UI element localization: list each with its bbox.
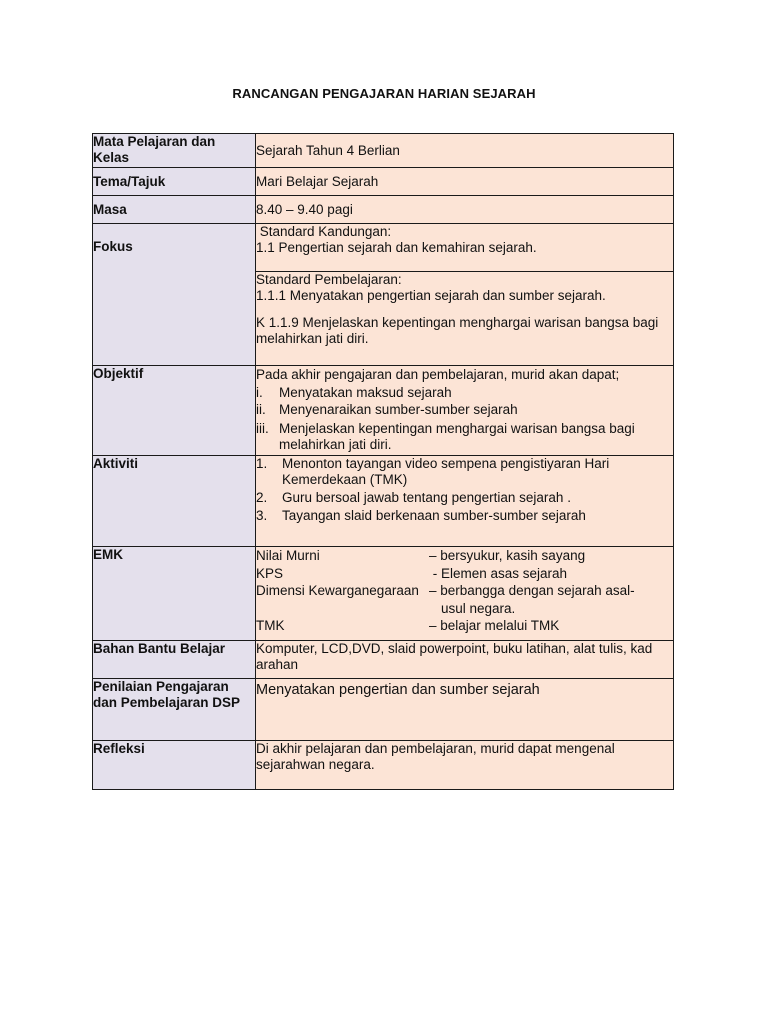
row-mata-pelajaran: [93, 134, 674, 168]
list-number: ii.: [256, 402, 266, 417]
objektif-list: [256, 384, 673, 453]
list-text: Menyenaraikan sumber-sumber sejarah: [279, 402, 518, 417]
standard-pembelajaran-text: 1.1.1 Menyatakan pengertian sejarah dan sumber sejarah.: [256, 288, 606, 303]
label-refleksi: Refleksi: [93, 741, 256, 790]
row-penilaian: [93, 679, 674, 741]
label-bahan: Bahan Bantu Belajar: [93, 641, 256, 679]
label-objektif: Objektif: [93, 366, 256, 456]
list-number: 1.: [256, 456, 268, 471]
row-refleksi: [93, 741, 674, 790]
emk-value: – berbangga dengan sejarah asal-: [429, 583, 635, 598]
label-fokus-text: Fokus: [93, 239, 133, 254]
standard-kandungan-text: 1.1 Pengertian sejarah dan kemahiran sejarah.: [256, 240, 537, 255]
row-aktiviti: [93, 456, 674, 547]
document-title: RANCANGAN PENGAJARAN HARIAN SEJARAH: [232, 86, 536, 101]
list-number: 3.: [256, 508, 268, 523]
value-aktiviti: [256, 456, 674, 547]
label-masa: Masa: [93, 196, 256, 224]
list-number: iii.: [256, 420, 269, 436]
standard-pembelajaran-k-text: K 1.1.9 Menjelaskan kepentingan menghargai warisan bangsa bagi melahirkan jati diri.: [256, 315, 659, 346]
value-mata-pelajaran: Sejarah Tahun 4 Berlian: [256, 134, 674, 168]
value-objektif: [256, 366, 674, 456]
list-item: [256, 421, 673, 453]
list-text: Menjelaskan kepentingan menghargai warisan bangsa bagi melahirkan jati diri.: [279, 420, 635, 452]
value-bahan: Komputer, LCD,DVD, slaid powerpoint, buku latihan, alat tulis, kad arahan: [256, 641, 674, 679]
list-number: i.: [256, 384, 263, 400]
emk-value: - Elemen asas sejarah: [429, 565, 568, 581]
emk-key: TMK: [256, 618, 285, 633]
label-mata-pelajaran: Mata Pelajaran dan Kelas: [93, 134, 256, 168]
emk-key: KPS: [256, 565, 284, 581]
list-number: 2.: [256, 490, 268, 505]
label-tema: Tema/Tajuk: [93, 168, 256, 196]
row-tema: [93, 168, 674, 196]
emk-key: Dimensi Kewarganegaraan: [256, 583, 419, 598]
emk-key: Nilai Murni: [256, 548, 320, 563]
value-penilaian: Menyatakan pengertian dan sumber sejarah: [256, 679, 674, 741]
value-standard-pembelajaran: [256, 272, 674, 366]
row-bahan: [93, 641, 674, 679]
standard-pembelajaran-heading: Standard Pembelajaran:: [256, 272, 402, 287]
emk-value: – belajar melalui TMK: [429, 618, 560, 633]
emk-key: [256, 600, 429, 618]
label-penilaian: Penilaian Pengajaran dan Pembelajaran DSP: [93, 679, 256, 741]
list-item: [256, 508, 673, 524]
row-emk: [93, 547, 674, 641]
label-emk: EMK: [93, 547, 256, 641]
list-text: Tayangan slaid berkenaan sumber-sumber sejarah: [282, 508, 586, 523]
value-refleksi: Di akhir pelajaran dan pembelajaran, murid dapat mengenal sejarahwan negara.: [256, 741, 674, 790]
value-emk: [256, 547, 674, 641]
list-text: Guru bersoal jawab tentang pengertian sejarah .: [282, 490, 571, 505]
list-text: Menonton tayangan video sempena pengistiyaran Hari Kemerdekaan (TMK): [282, 456, 610, 487]
label-aktiviti: Aktiviti: [93, 456, 256, 547]
value-standard-kandungan: [256, 224, 674, 272]
value-masa: 8.40 – 9.40 pagi: [256, 196, 674, 224]
list-text: Menyatakan maksud sejarah: [279, 384, 452, 400]
emk-list: [256, 547, 673, 635]
aktiviti-list: [256, 456, 673, 524]
row-masa: [93, 196, 674, 224]
list-item: [256, 384, 673, 402]
list-item: [256, 401, 673, 419]
emk-value: – bersyukur, kasih sayang: [429, 548, 586, 563]
emk-value: usul negara.: [441, 600, 516, 616]
label-fokus: [93, 224, 256, 366]
standard-kandungan-heading: Standard Kandungan:: [256, 224, 392, 239]
lesson-plan-table: [92, 133, 674, 790]
value-tema: Mari Belajar Sejarah: [256, 168, 674, 196]
row-fokus-kandungan: [93, 224, 674, 272]
list-item: [256, 490, 673, 506]
objektif-intro: Pada akhir pengajaran dan pembelajaran, murid akan dapat;: [256, 367, 620, 382]
list-item: [256, 456, 673, 488]
row-objektif: [93, 366, 674, 456]
